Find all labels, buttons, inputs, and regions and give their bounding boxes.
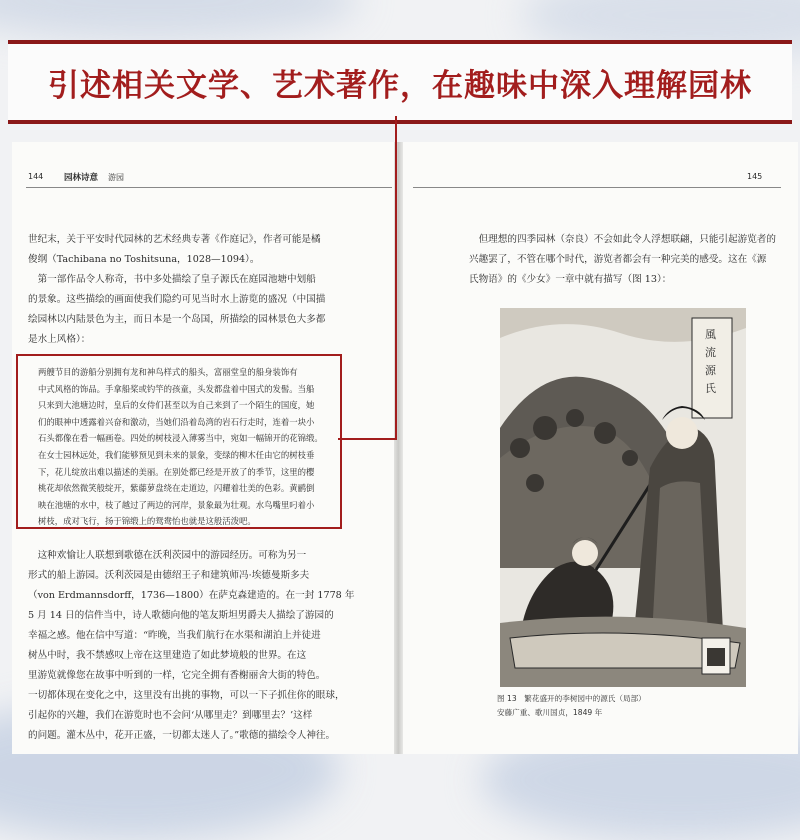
left-page-chapter: 园林诗意 [64,173,99,183]
block-quote: 两艘节目的游船分别拥有龙和神鸟样式的船头，富丽堂皇的船身装饰有 中式风格的饰品。手拿船桨或钓竿的孩童，头发都盘着中国式的发髻。当船 只来到大池塘边时，皇后的女侍们甚至以为自己来到了一个陌生的国度，她 们的眼神中透露着兴奋和激动，当她们沿着岛湾的岩石行走时，连着一块小 石头都像在看一幅画卷。四处的树枝浸入薄雾当中，宛如一幅锦开的花锦缎。 在女士园林远处，我们能够预见到未来的景象，变绿的柳木任由它的树枝垂 下，花儿绽放出难以描述的美丽。在别处都已经是开放了的季节，这里的樱 桃花却依然微笑般绽开，紫藤萝盘绕在走道边，闪耀着壮美的色彩。黄鹂倒 映在池塘的水中，枝了越过了两边的河岸，景象最为壮观。水鸟嘴里叼着小 树枝，成对飞行，扬于锦缎上的鸳鸯怡也就是这般活泼吧。 [38,367,323,527]
figure-caption-title: 图 13 繁花盛开的李树园中的源氏（局部） [497,694,646,703]
left-page-section: 游园 [108,173,124,182]
svg-text:風: 風 [705,328,716,341]
woodblock-print-figure [500,308,746,687]
banner-title: 引述相关文学、艺术著作，在趣味中深入理解园林 [48,67,752,104]
svg-text:源: 源 [705,364,716,377]
right-paragraph-1: 但理想的四季园林（奈良）不会如此令人浮想联翩，只能引起游览者的 兴趣罢了，不管在哪个时代，游览者都会有一种完美的感受。这在《源 氏物语》的《少女》一章中就有描写（图 13）： [469,234,776,285]
header-rule [413,187,781,188]
left-paragraph-2: 这种欢愉让人联想到歌德在沃利茨园中的游园经历。可称为另一 形式的船上游园。沃利茨园是由德绍王子和建筑师冯·埃德曼斯多夫 （von Erdmannsdorff，1736—1800）在萨克森建造的。在一封 1778 年 5 月 14 日的信件当中，诗人歌德向他的笔友斯坦男爵夫人描绘了游园的 幸福之感。他在信中写道：“昨晚，当我们航行在水渠和湖泊上并徒进 树丛中时，我不禁感叹上帝在这里建造了如此梦境般的世界。在这 里游览就像您在故事中听到的一样，它完全拥有香榭丽舍大街的特色。 一切都体现在变化之中，这里没有出挑的事物，可以一下子抓住你的眼球， 引起你的兴趣，我们在游览时也不会问‘从哪里走？到哪里去？’这样 的问题。灌木丛中，花开正盛，一切都太迷人了。”歌德的描绘令人神往。 [28,550,355,741]
left-paragraph-1: 世纪末，关于平安时代园林的艺术经典专著《作庭记》，作者可能是橘 俊纲（Tachibana no Toshitsuna，1028—1094）。 第一部作品令人称奇，书中多处描绘了皇子源氏在庭园池塘中划船 的景象。这些描绘的画面使我们隐约可见当时水上游览的盛况（中国描 绘园林以内陆景色为主，而日本是一个岛国，所描绘的园林景色大多都 是水上风格）： [28,234,326,345]
svg-text:氏: 氏 [705,382,716,395]
highlight-connector-horizontal [338,438,395,440]
highlight-connector-vertical [395,116,397,440]
figure-caption-credit: 安藤广重、歌川国贞，1849 年 [497,708,603,717]
svg-text:流: 流 [705,346,716,359]
header-rule [26,187,392,188]
banner [8,40,792,124]
highlight-box [16,354,342,529]
woodblock-print-image [500,308,746,687]
right-page-number: 145 [747,172,763,181]
left-page-number: 144 [28,172,44,181]
